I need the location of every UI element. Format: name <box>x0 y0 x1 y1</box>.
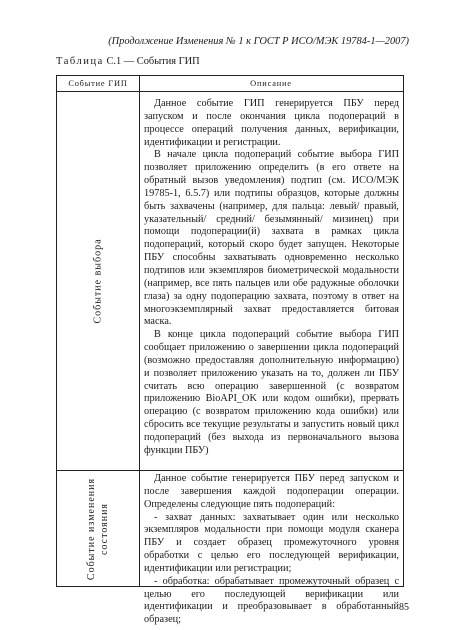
description-paragraph: В конце цикла подопераций событие выбора ГИП сообщает приложению о завершении цикла подопераций (возможно предоставляя дополнительную информацию) и позволяет приложению указать на то, должен ли ПБУ считать всю операцию завершенной (с возвратом приложению BioAPI_OK или кодом ошибки), прервать операцию (с возвратом приложению кода ошибки) или сбросить все текущие результаты и запустить новый цикл подопераций (без выхода из первоначального вызова функции ПБУ) <box>144 329 399 456</box>
row-event-selection <box>57 92 139 470</box>
page-number: 85 <box>399 602 409 613</box>
row-description-state-change <box>139 473 403 627</box>
description-paragraph: Данное событие ГИП генерируется ПБУ перед запуском и после окончания цикла подопераций в процессе операций получения данных, верификации, идентификации и регистрации. <box>144 98 399 148</box>
caption-title: — События ГИП <box>121 56 200 67</box>
table-caption <box>56 56 200 67</box>
events-table <box>56 75 404 626</box>
row-description-selection <box>139 98 403 458</box>
event-name: Событие изменения состояния <box>86 477 110 581</box>
row-event-state-change <box>57 470 139 588</box>
description-paragraph: Данное событие генерируется ПБУ перед запуском и после завершения каждой подоперации операции. Определены следующие пять подопераций: <box>144 473 399 510</box>
caption-number: С.1 <box>106 56 122 67</box>
description-paragraph: - захват данных: захватывает один или несколько экземпляров модальности при помощи модуля сканера ПБУ и создает образец промежуточного уровня обработки с целью его последующей верификации, идентификации или регистрации; <box>144 511 399 574</box>
table-header-row <box>57 76 403 92</box>
caption-label: Таблица <box>56 56 104 67</box>
running-header: (Продолжение Изменения № 1 к ГОСТ Р ИСО/МЭК 19784-1—2007) <box>108 36 409 47</box>
header-description: Описание <box>250 79 292 88</box>
header-event: Событие ГИП <box>68 79 128 88</box>
event-name: Событие выбора <box>92 238 104 324</box>
description-paragraph: В начале цикла подопераций событие выбора ГИП позволяет приложению определить (в его ответе на обратный вызов уведомления) подтип (см. ИСО/МЭК 19785-1, 6.5.7) или подтипы образцов, которые должны быть захвачены (например, для пальца: левый/ правый, указательный/ средний/ безымянный/ мизинец) при помощи подоперации(й) захвата в рамках цикла подопераций, который скоро будет запущен. Некоторые ПБУ способны захватывать одновременно несколько подтипов или экземпляров биометрической модальности (например, все пять пальцев или обе радужные оболочки глаза) за одну подоперацию захвата, поэтому в ответ на многоэкземплярный захват предоставляется битовая маска. <box>144 149 399 328</box>
description-paragraph: - обработка: обрабатывает промежуточный образец с целью его последующей верификации или идентификации и преобразовывает в обработанный образец; <box>144 575 399 626</box>
